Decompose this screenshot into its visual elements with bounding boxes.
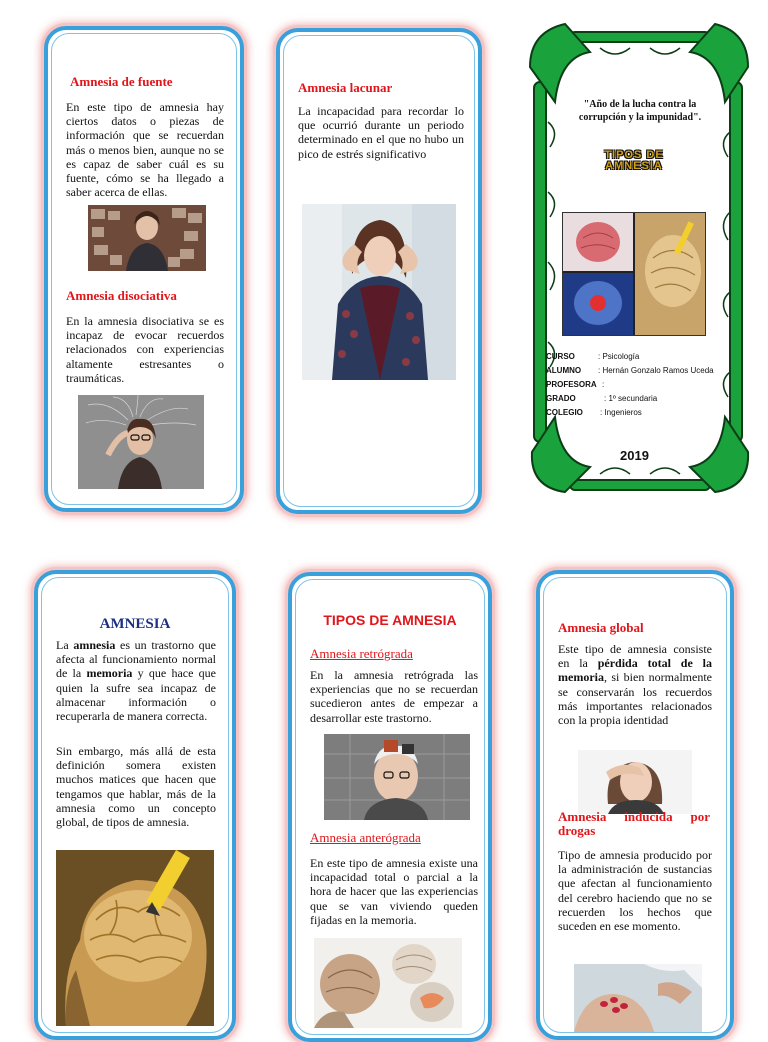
- headache-woman: [578, 750, 692, 814]
- brain-pencil: [56, 850, 214, 1026]
- cover-info: [546, 352, 746, 422]
- brain-stages: [314, 938, 462, 1028]
- panel-amnesia-intro: [34, 570, 236, 1040]
- brain-collage: [562, 212, 706, 336]
- panel-amnesia-lacunar: [276, 28, 482, 514]
- panel-amnesia-global: [536, 570, 734, 1040]
- heading-amnesia-global: Amnesia global: [558, 620, 644, 635]
- heading-amnesia-anterograda: Amnesia anterógrada: [310, 830, 421, 845]
- photo-collage-woman: [88, 205, 206, 271]
- text-amnesia-lacunar: La incapacidad para recordar lo que ocurrió durante un periodo determinado en el que no hubo un pico de estrés significativo: [298, 104, 464, 161]
- text-amnesia-fuente: En este tipo de amnesia hay ciertos datos o piezas de información que se recuerdan más o menos bien, aunque no se es capaz de saber cuál es su fuente, cómo se ha llegado a saber acerca de ellas.: [66, 100, 224, 200]
- info-row-profesora: PROFESORA :: [546, 380, 605, 389]
- text-amnesia-retrograda: En la amnesia retrógrada las experiencias que no se recuerdan sucedieron antes de empezar a desarrollar este trastorno.: [310, 668, 478, 725]
- heading-amnesia-fuente: Amnesia de fuente: [70, 74, 173, 89]
- text-amnesia-anterograda: En este tipo de amnesia existe una incapacidad total o parcial a la hora de hacer que las experiencias que se van viviendo queden fijadas en la memoria.: [310, 856, 478, 927]
- info-row-grado: GRADO : 1º secundaria: [546, 394, 658, 403]
- old-man-puzzle: [324, 734, 470, 820]
- text-amnesia-matices: Sin embargo, más allá de esta definición somera existen muchos matices que hacen que tengamos que hablar, más de la amnesia como un concepto global, de tipos de amnesia.: [56, 744, 216, 830]
- text-amnesia-global: Este tipo de amnesia consiste en la pérdida total de la memoria, si bien normalmente se conservarán los recuerdos más importantes relacionados con la propia identidad: [558, 642, 712, 728]
- stressed-woman-photo: [302, 204, 456, 380]
- cover-year: 2019: [620, 448, 649, 463]
- heading-amnesia-inducida: Amnesia inducida por drogas: [558, 809, 710, 838]
- confused-woman-photo: [78, 395, 204, 489]
- heading-amnesia-lacunar: Amnesia lacunar: [298, 80, 393, 95]
- heading-amnesia: AMNESIA: [99, 616, 171, 632]
- cover-title: [568, 150, 700, 172]
- text-amnesia-definition: La amnesia es un trastorno que afecta al funcionamiento normal de la memoria y que hace que quien la sufre sea incapaz de almacenar información o recuperarla de manera correcta.: [56, 638, 216, 724]
- panel-tipos-amnesia: [288, 572, 492, 1042]
- info-row-curso: CURSO : Psicología: [546, 352, 640, 361]
- cover-title-line1: TIPOS DE: [604, 149, 664, 161]
- panel-amnesia-fuente: [44, 26, 244, 512]
- cover-panel: [520, 12, 760, 502]
- cover-motto: "Año de la lucha contra la corrupción y la impunidad".: [578, 99, 702, 123]
- info-row-alumno: ALUMNO : Hernán Gonzalo Ramos Uceda: [546, 366, 714, 375]
- heading-tipos-amnesia: TIPOS DE AMNESIA: [323, 612, 457, 628]
- heading-amnesia-retrograda: Amnesia retrógrada: [310, 646, 413, 661]
- heading-amnesia-disociativa: Amnesia disociativa: [66, 288, 177, 303]
- pills-hand: [574, 964, 702, 1032]
- text-amnesia-disociativa: En la amnesia disociativa se es incapaz de evocar recuerdos relacionados con experiencias altamente estresantes o traumáticas.: [66, 314, 224, 385]
- info-row-colegio: COLEGIO : Ingenieros: [546, 408, 642, 417]
- cover-title-line2: AMNESIA: [605, 160, 663, 172]
- text-amnesia-inducida: Tipo de amnesia producido por la administración de sustancias que afectan al funcionamiento del cerebro haciendo que no se recuerden los hechos que suceden en ese momento.: [558, 848, 712, 934]
